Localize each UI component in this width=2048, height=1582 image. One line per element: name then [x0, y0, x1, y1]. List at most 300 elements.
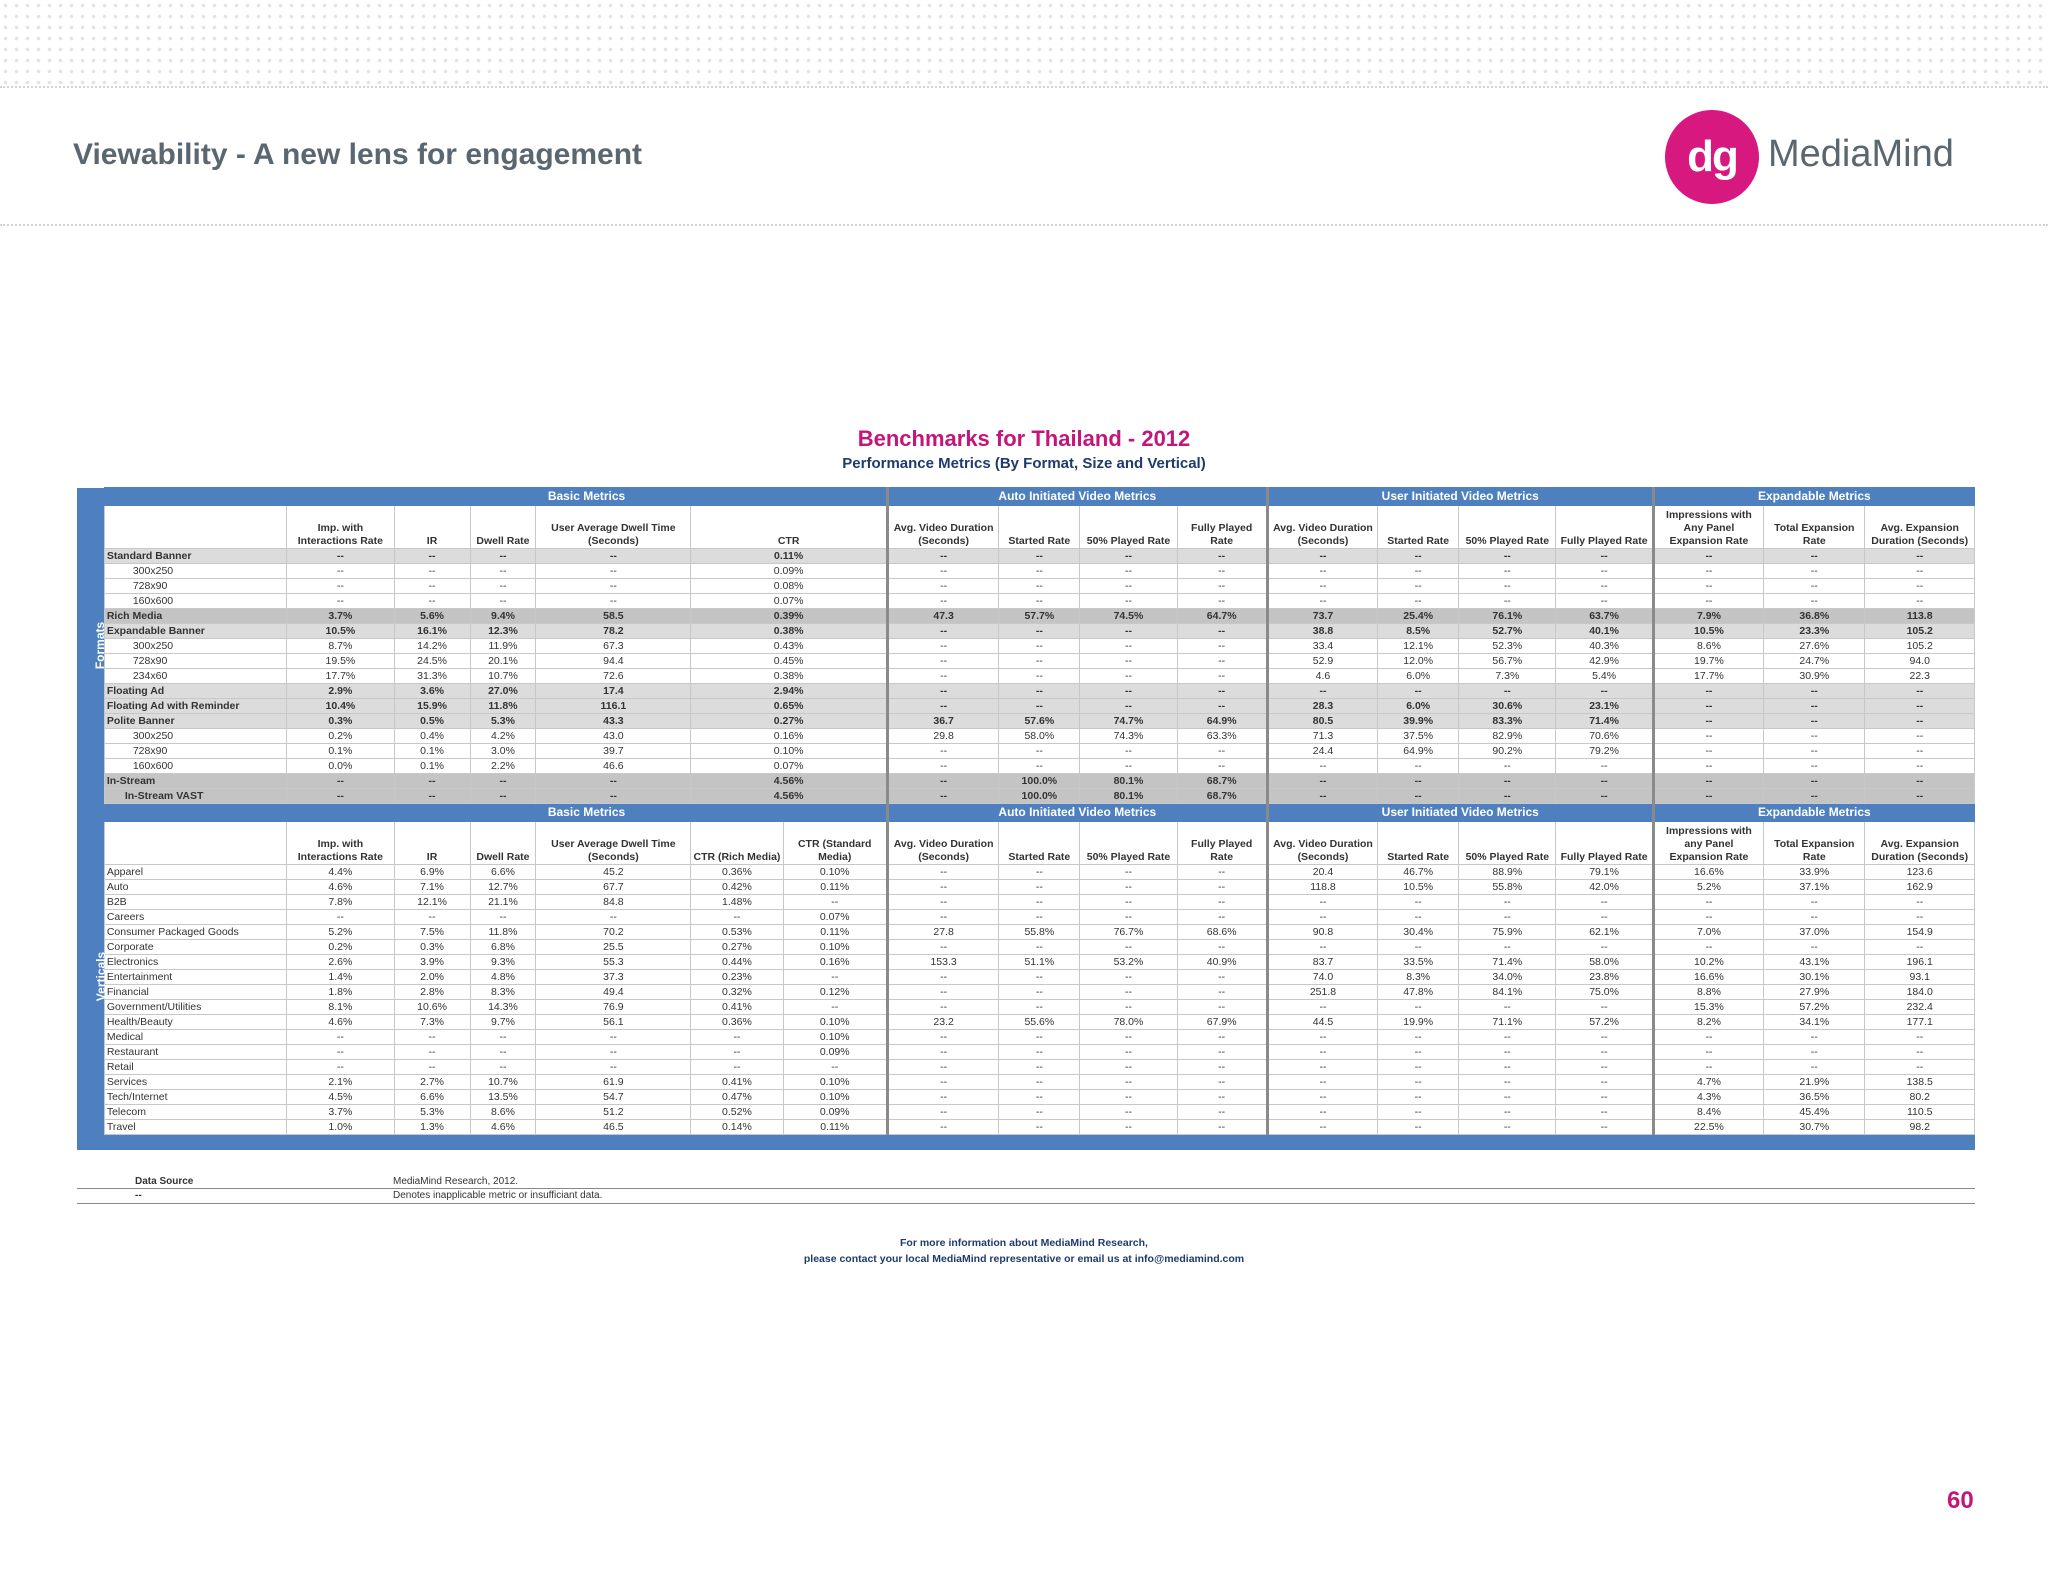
table-cell: -- [1267, 1075, 1377, 1090]
table-cell: 6.9% [394, 865, 470, 880]
table-cell: 37.3 [536, 970, 691, 985]
table-cell: -- [1459, 1120, 1556, 1135]
table-cell: 23.2 [887, 1015, 998, 1030]
table-cell: -- [1378, 684, 1459, 699]
table-cell: 76.9 [536, 1000, 691, 1015]
table-cell: -- [287, 789, 394, 804]
table-cell: 63.7% [1556, 609, 1653, 624]
column-header: Imp. with Interactions Rate [287, 506, 394, 549]
table-cell: 27.9% [1764, 985, 1865, 1000]
row-label: 234x60 [104, 669, 286, 684]
table-cell: 1.8% [287, 985, 394, 1000]
table-cell: 10.5% [1378, 880, 1459, 895]
table-cell: -- [394, 579, 470, 594]
table-cell: -- [1764, 1030, 1865, 1045]
table-cell: -- [691, 1060, 783, 1075]
table-cell: -- [1865, 895, 1975, 910]
table-cell: -- [1177, 895, 1267, 910]
table-cell: 153.3 [887, 955, 998, 970]
table-cell: -- [394, 564, 470, 579]
table-cell: -- [1764, 1045, 1865, 1060]
table-row [77, 1105, 1975, 1120]
row-label: Polite Banner [104, 714, 286, 729]
table-cell: 17.7% [287, 669, 394, 684]
table-cell: -- [287, 1060, 394, 1075]
group-header-row [77, 804, 1975, 822]
table-row [77, 684, 1975, 699]
table-cell: 72.6 [536, 669, 691, 684]
formats-side-label-text: Formats [93, 621, 108, 670]
table-cell: 118.8 [1267, 880, 1377, 895]
table-cell: 94.4 [536, 654, 691, 669]
table-cell: -- [999, 895, 1080, 910]
table-cell: 68.6% [1177, 925, 1267, 940]
table-cell: 70.2 [536, 925, 691, 940]
table-cell: 0.09% [691, 564, 888, 579]
table-cell: 52.9 [1267, 654, 1377, 669]
table-cell: 23.3% [1764, 624, 1865, 639]
table-cell: -- [1177, 1090, 1267, 1105]
row-label: Services [104, 1075, 286, 1090]
table-cell: -- [1267, 1090, 1377, 1105]
column-header: 50% Played Rate [1080, 822, 1177, 865]
table-cell: 34.1% [1764, 1015, 1865, 1030]
table-cell: 40.1% [1556, 624, 1653, 639]
table-cell: 4.56% [691, 789, 888, 804]
table-cell: -- [1459, 684, 1556, 699]
table-cell: 113.8 [1865, 609, 1975, 624]
table-cell: 58.0% [1556, 955, 1653, 970]
table-cell: 23.1% [1556, 699, 1653, 714]
table-cell: -- [1378, 759, 1459, 774]
table-cell: -- [887, 774, 998, 789]
dash-legend-value: Denotes inapplicable metric or insufficiant data. [393, 1190, 603, 1201]
table-cell: 4.3% [1653, 1090, 1763, 1105]
table-cell: -- [1080, 1090, 1177, 1105]
page-number: 60 [1947, 1487, 1974, 1514]
table-cell: 0.52% [691, 1105, 783, 1120]
table-cell: -- [783, 895, 887, 910]
table-cell: -- [1177, 1030, 1267, 1045]
column-header: IR [394, 506, 470, 549]
table-cell: 0.44% [691, 955, 783, 970]
table-cell: 57.6% [999, 714, 1080, 729]
table-cell: -- [1865, 729, 1975, 744]
table-cell: -- [1764, 789, 1865, 804]
table-cell: -- [394, 910, 470, 925]
table-cell: 43.0 [536, 729, 691, 744]
table-cell: -- [287, 910, 394, 925]
table-cell: 2.9% [287, 684, 394, 699]
table-cell: -- [1378, 789, 1459, 804]
table-cell: 14.2% [394, 639, 470, 654]
table-cell: 2.6% [287, 955, 394, 970]
row-label: 300x250 [104, 564, 286, 579]
table-cell: -- [1267, 579, 1377, 594]
table-cell: 6.8% [470, 940, 536, 955]
table-cell: 0.45% [691, 654, 888, 669]
table-cell: 0.65% [691, 699, 888, 714]
column-header: Fully Played Rate [1177, 506, 1267, 549]
table-cell: 73.7 [1267, 609, 1377, 624]
table-cell: 0.07% [691, 594, 888, 609]
table-cell: -- [887, 789, 998, 804]
table-cell: -- [1556, 549, 1653, 564]
table-cell: 71.4% [1459, 955, 1556, 970]
table-cell: -- [1080, 1045, 1177, 1060]
table-cell: -- [1177, 759, 1267, 774]
table-cell: 17.7% [1653, 669, 1763, 684]
column-header: Dwell Rate [470, 822, 536, 865]
table-cell: -- [1177, 910, 1267, 925]
table-cell: 56.7% [1459, 654, 1556, 669]
table-cell: 78.0% [1080, 1015, 1177, 1030]
table-cell: -- [1080, 1120, 1177, 1135]
table-cell: 116.1 [536, 699, 691, 714]
table-cell: -- [1556, 895, 1653, 910]
table-cell: -- [999, 654, 1080, 669]
table-cell: 52.3% [1459, 639, 1556, 654]
table-cell: -- [1865, 1060, 1975, 1075]
table-cell: -- [1653, 1045, 1763, 1060]
table-cell: 82.9% [1459, 729, 1556, 744]
table-cell: 40.9% [1177, 955, 1267, 970]
table-cell: -- [1080, 895, 1177, 910]
table-cell: -- [1764, 714, 1865, 729]
table-cell: 80.1% [1080, 789, 1177, 804]
table-cell: -- [1459, 895, 1556, 910]
table-cell: -- [1378, 1060, 1459, 1075]
table-row [77, 639, 1975, 654]
table-cell: 84.1% [1459, 985, 1556, 1000]
table-cell: 0.5% [394, 714, 470, 729]
column-header: Fully Played Rate [1177, 822, 1267, 865]
column-header: Imp. with Interactions Rate [287, 822, 394, 865]
table-cell: -- [1378, 1105, 1459, 1120]
table-cell: -- [1459, 1105, 1556, 1120]
table-cell: -- [1764, 744, 1865, 759]
table-cell: 38.8 [1267, 624, 1377, 639]
table-row [77, 549, 1975, 564]
table-cell: -- [887, 1000, 998, 1015]
table-cell: 105.2 [1865, 639, 1975, 654]
table-cell: 71.3 [1267, 729, 1377, 744]
table-cell: -- [536, 549, 691, 564]
table-cell: 7.3% [394, 1015, 470, 1030]
table-cell: -- [470, 1045, 536, 1060]
table-cell: 80.1% [1080, 774, 1177, 789]
group-spacer [104, 488, 286, 506]
table-cell: 57.7% [999, 609, 1080, 624]
column-header: Fully Played Rate [1556, 506, 1653, 549]
table-cell: 3.9% [394, 955, 470, 970]
table-cell: -- [1080, 985, 1177, 1000]
table-cell: -- [887, 759, 998, 774]
table-row [77, 910, 1975, 925]
table-cell: 52.7% [1459, 624, 1556, 639]
column-header: Total Expansion Rate [1764, 822, 1865, 865]
table-cell: 47.3 [887, 609, 998, 624]
table-cell: -- [1177, 1045, 1267, 1060]
table-cell: -- [887, 699, 998, 714]
table-cell: 33.4 [1267, 639, 1377, 654]
table-cell: -- [1267, 789, 1377, 804]
table-cell: -- [1378, 564, 1459, 579]
table-cell: -- [999, 970, 1080, 985]
table-cell: -- [887, 1120, 998, 1135]
table-cell: -- [887, 744, 998, 759]
table-cell: -- [999, 624, 1080, 639]
row-label: Retail [104, 1060, 286, 1075]
table-cell: -- [887, 1030, 998, 1045]
table-cell: -- [536, 1030, 691, 1045]
table-row [77, 579, 1975, 594]
table-cell: -- [1080, 639, 1177, 654]
table-cell: -- [1378, 1090, 1459, 1105]
table-cell: -- [1267, 759, 1377, 774]
table-cell: -- [1177, 1060, 1267, 1075]
table-cell: -- [470, 579, 536, 594]
table-cell: -- [1080, 564, 1177, 579]
table-cell: -- [999, 639, 1080, 654]
table-cell: -- [1653, 774, 1763, 789]
table-cell: -- [887, 1105, 998, 1120]
table-cell: 55.8% [1459, 880, 1556, 895]
benchmark-table [77, 487, 1975, 1150]
table-cell: -- [287, 1045, 394, 1060]
table-cell: 4.56% [691, 774, 888, 789]
table-cell: 46.5 [536, 1120, 691, 1135]
benchmark-subtitle: Performance Metrics (By Format, Size and Vertical) [842, 455, 1206, 472]
table-cell: -- [1080, 970, 1177, 985]
table-cell: 0.2% [287, 940, 394, 955]
table-cell: -- [470, 1060, 536, 1075]
table-cell: -- [1080, 759, 1177, 774]
table-cell: 37.1% [1764, 880, 1865, 895]
table-cell: 162.9 [1865, 880, 1975, 895]
group-basic: Basic Metrics [287, 488, 888, 506]
table-cell: 0.39% [691, 609, 888, 624]
row-label: Consumer Packaged Goods [104, 925, 286, 940]
table-cell: 8.4% [1653, 1105, 1763, 1120]
table-cell: 47.8% [1378, 985, 1459, 1000]
group-auto: Auto Initiated Video Metrics [887, 488, 1267, 506]
table-cell: -- [999, 910, 1080, 925]
table-cell: 53.2% [1080, 955, 1177, 970]
table-cell: -- [1865, 744, 1975, 759]
dash-legend-label: -- [135, 1190, 142, 1201]
column-header: Avg. Expansion Duration (Seconds) [1865, 822, 1975, 865]
table-cell: 63.3% [1177, 729, 1267, 744]
data-source-value: MediaMind Research, 2012. [393, 1176, 519, 1187]
column-header: 50% Played Rate [1080, 506, 1177, 549]
row-label: Expandable Banner [104, 624, 286, 639]
table-cell: -- [1177, 624, 1267, 639]
table-cell: 123.6 [1865, 865, 1975, 880]
table-cell: 6.0% [1378, 699, 1459, 714]
table-cell: -- [1653, 910, 1763, 925]
table-cell: 16.6% [1653, 865, 1763, 880]
column-header: 50% Played Rate [1459, 822, 1556, 865]
column-header: Fully Played Rate [1556, 822, 1653, 865]
table-cell: 9.7% [470, 1015, 536, 1030]
table-cell: -- [1764, 940, 1865, 955]
table-cell: -- [999, 549, 1080, 564]
header-divider [0, 224, 2048, 226]
table-cell: 177.1 [1865, 1015, 1975, 1030]
table-row [77, 880, 1975, 895]
table-cell: -- [1177, 594, 1267, 609]
table-cell: -- [1267, 895, 1377, 910]
table-cell: -- [470, 549, 536, 564]
table-cell: -- [1653, 895, 1763, 910]
table-cell: 90.2% [1459, 744, 1556, 759]
table-cell: 74.0 [1267, 970, 1377, 985]
table-cell: -- [1653, 1060, 1763, 1075]
table-cell: 30.4% [1378, 925, 1459, 940]
table-cell: 5.6% [394, 609, 470, 624]
table-cell: 19.9% [1378, 1015, 1459, 1030]
row-label: Corporate [104, 940, 286, 955]
table-row [77, 1015, 1975, 1030]
footnote-bottom-divider [77, 1203, 1975, 1204]
table-cell: 0.10% [783, 1015, 887, 1030]
table-cell: -- [1459, 789, 1556, 804]
table-cell: -- [1080, 624, 1177, 639]
table-cell: -- [1080, 1075, 1177, 1090]
table-cell: 27.8 [887, 925, 998, 940]
table-row [77, 699, 1975, 714]
table-cell: 1.4% [287, 970, 394, 985]
table-row [77, 1090, 1975, 1105]
table-cell: -- [470, 910, 536, 925]
table-row [77, 925, 1975, 940]
table-cell: 12.1% [394, 895, 470, 910]
table-cell: 0.09% [783, 1105, 887, 1120]
column-header: Impressions with any Panel Expansion Rate [1653, 822, 1763, 865]
table-cell: -- [1080, 1000, 1177, 1015]
table-cell: 0.38% [691, 669, 888, 684]
table-cell: 22.5% [1653, 1120, 1763, 1135]
table-cell: -- [1556, 594, 1653, 609]
table-cell: 11.8% [470, 699, 536, 714]
top-dot-pattern [0, 0, 2048, 86]
table-cell: 0.08% [691, 579, 888, 594]
table-cell: 64.9% [1177, 714, 1267, 729]
row-label: Auto [104, 880, 286, 895]
table-cell: -- [887, 564, 998, 579]
table-row [77, 1075, 1975, 1090]
table-cell: -- [1080, 880, 1177, 895]
table-cell: 3.7% [287, 1105, 394, 1120]
table-cell: 61.9 [536, 1075, 691, 1090]
table-cell: -- [1459, 774, 1556, 789]
table-cell: -- [999, 564, 1080, 579]
row-label: B2B [104, 895, 286, 910]
table-cell: 36.7 [887, 714, 998, 729]
table-cell: 4.4% [287, 865, 394, 880]
table-cell: 154.9 [1865, 925, 1975, 940]
column-header: User Average Dwell Time (Seconds) [536, 822, 691, 865]
table-cell: 31.3% [394, 669, 470, 684]
table-cell: -- [1556, 1105, 1653, 1120]
table-cell: -- [887, 639, 998, 654]
table-cell: -- [470, 594, 536, 609]
table-cell: -- [887, 549, 998, 564]
table-cell: -- [470, 564, 536, 579]
table-cell: 80.5 [1267, 714, 1377, 729]
table-cell: 6.6% [394, 1090, 470, 1105]
table-cell: -- [999, 594, 1080, 609]
table-cell: -- [1267, 1120, 1377, 1135]
row-label: In-Stream VAST [104, 789, 286, 804]
table-cell: 21.9% [1764, 1075, 1865, 1090]
table-cell: 34.0% [1459, 970, 1556, 985]
table-cell: 7.0% [1653, 925, 1763, 940]
table-cell: 7.3% [1459, 669, 1556, 684]
column-header: Impressions with Any Panel Expansion Rate [1653, 506, 1763, 549]
table-cell: 98.2 [1865, 1120, 1975, 1135]
table-cell: 94.0 [1865, 654, 1975, 669]
table-cell: -- [1865, 940, 1975, 955]
table-cell: 7.8% [287, 895, 394, 910]
table-cell: 51.1% [999, 955, 1080, 970]
table-cell: -- [1378, 1120, 1459, 1135]
table-cell: -- [1378, 940, 1459, 955]
table-cell: 56.1 [536, 1015, 691, 1030]
group-spacer [104, 804, 286, 822]
table-cell: -- [1653, 684, 1763, 699]
table-cell: 3.7% [287, 609, 394, 624]
table-cell: 54.7 [536, 1090, 691, 1105]
table-cell: 2.1% [287, 1075, 394, 1090]
table-cell: -- [1267, 910, 1377, 925]
table-cell: -- [1177, 1120, 1267, 1135]
table-cell: 20.1% [470, 654, 536, 669]
table-cell: 0.11% [783, 1120, 887, 1135]
table-cell: -- [1556, 1075, 1653, 1090]
table-cell: -- [1653, 940, 1763, 955]
table-cell: 0.10% [783, 940, 887, 955]
row-label: Medical [104, 1030, 286, 1045]
table-cell: -- [1764, 895, 1865, 910]
table-cell: -- [1378, 895, 1459, 910]
table-cell: -- [1177, 564, 1267, 579]
table-cell: 0.27% [691, 940, 783, 955]
table-cell: 76.1% [1459, 609, 1556, 624]
table-cell: 0.36% [691, 865, 783, 880]
table-cell: 24.4 [1267, 744, 1377, 759]
table-cell: 0.1% [287, 744, 394, 759]
table-cell: 0.07% [691, 759, 888, 774]
table-cell: -- [287, 579, 394, 594]
table-cell: -- [1865, 789, 1975, 804]
row-label: In-Stream [104, 774, 286, 789]
table-cell: -- [1177, 940, 1267, 955]
table-cell: -- [1267, 774, 1377, 789]
group-basic: Basic Metrics [287, 804, 888, 822]
table-cell: -- [394, 1060, 470, 1075]
table-cell: 0.32% [691, 985, 783, 1000]
column-header: Avg. Expansion Duration (Seconds) [1865, 506, 1975, 549]
table-cell: -- [394, 549, 470, 564]
table-cell: -- [887, 1060, 998, 1075]
header-spacer [104, 822, 286, 865]
logo-text: MediaMind [1768, 133, 1954, 175]
table-cell: -- [1865, 1030, 1975, 1045]
table-cell: 10.7% [470, 1075, 536, 1090]
table-cell: 64.7% [1177, 609, 1267, 624]
